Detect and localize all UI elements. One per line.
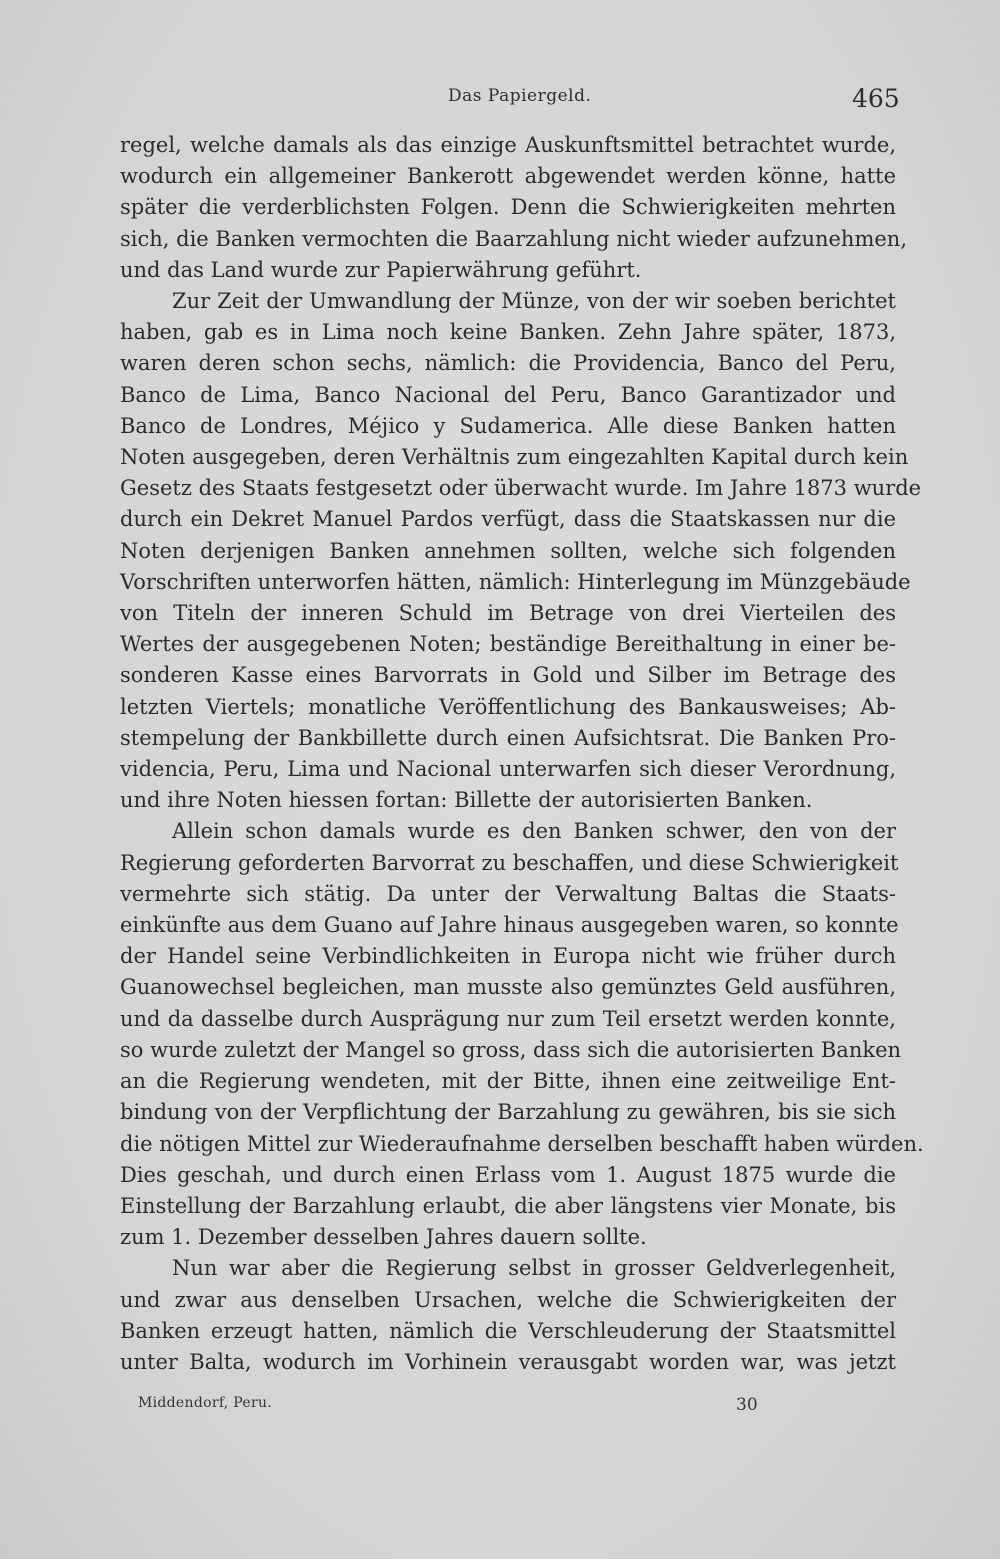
text-line: der Handel seine Verbindlichkeiten in Europa nicht wie früher durch (120, 944, 896, 969)
text-line: später die verderblichsten Folgen. Denn die Schwierigkeiten mehrten (120, 195, 896, 220)
text-line: videncia, Peru, Lima und Nacional unterwarfen sich dieser Verordnung, (120, 757, 896, 782)
text-line: und ihre Noten hiessen fortan: Billette der autorisierten Banken. (120, 788, 813, 813)
text-line: und das Land wurde zur Papierwährung geführt. (120, 257, 642, 282)
text-line: so wurde zuletzt der Mangel so gross, dass sich die autorisierten Banken (120, 1037, 902, 1062)
text-line: vermehrte sich stätig. Da unter der Verwaltung Baltas die Staats- (120, 881, 896, 906)
text-line: sonderen Kasse eines Barvorrats in Gold und Silber im Betrage des (120, 663, 896, 688)
text-line: die nötigen Mittel zur Wiederaufnahme derselben beschafft haben würden. (120, 1131, 924, 1156)
text-line: zum 1. Dezember desselben Jahres dauern sollte. (120, 1225, 647, 1250)
text-line: Vorschriften unterworfen hätten, nämlich: Hinterlegung im Münzgebäude (120, 569, 911, 594)
text-line: Banco de Lima, Banco Nacional del Peru, Banco Garantizador und (120, 382, 896, 407)
author-signature: Middendorf, Peru. (138, 1395, 273, 1411)
text-line: Einstellung der Barzahlung erlaubt, die aber längstens vier Monate, bis (120, 1193, 896, 1218)
text-line: an die Regierung wendeten, mit der Bitte, ihnen eine zeitweilige Ent- (120, 1069, 896, 1094)
text-line: Regierung geforderten Barvorrat zu beschaffen, und diese Schwierigkeit (120, 850, 899, 875)
text-line: einkünfte aus dem Guano auf Jahre hinaus ausgegeben waren, so konnte (120, 913, 899, 938)
text-line: durch ein Dekret Manuel Pardos verfügt, dass die Staatskassen nur die (120, 507, 896, 532)
text-line: Noten ausgegeben, deren Verhältnis zum eingezahlten Kapital durch kein (120, 445, 909, 470)
text-line: Banco de Londres, Méjico y Sudamerica. Alle diese Banken hatten (120, 413, 896, 438)
text-line: Guanowechsel begleichen, man musste also gemünztes Geld ausführen, (120, 975, 896, 1000)
text-line: Wertes der ausgegebenen Noten; beständige Bereithaltung in einer be- (120, 632, 896, 657)
text-line: regel, welche damals als das einzige Auskunftsmittel betrachtet wurde, (120, 133, 896, 157)
text-line: waren deren schon sechs, nämlich: die Providencia, Banco del Peru, (120, 351, 896, 376)
text-line: Banken erzeugt hatten, nämlich die Verschleuderung der Staatsmittel (120, 1318, 896, 1343)
text-line: und da dasselbe durch Ausprägung nur zum Teil ersetzt werden konnte, (120, 1006, 896, 1031)
text-line: Dies geschah, und durch einen Erlass vom 1. August 1875 wurde die (120, 1162, 896, 1187)
text-line: von Titeln der inneren Schuld im Betrage von drei Vierteilen des (120, 601, 896, 626)
running-title: Das Papiergeld. (448, 86, 592, 106)
body-text (120, 130, 924, 1378)
paragraph-start-line: Allein schon damals wurde es den Banken schwer, den von der (172, 819, 896, 844)
text-line: Gesetz des Staats festgesetzt oder überwacht wurde. Im Jahre 1873 wurde (120, 476, 922, 501)
text-line: wodurch ein allgemeiner Bankerott abgewendet werden könne, hatte (120, 164, 896, 189)
paragraph-start-line: Nun war aber die Regierung selbst in grosser Geldverlegenheit, (172, 1256, 896, 1281)
text-line: haben, gab es in Lima noch keine Banken. Zehn Jahre später, 1873, (120, 320, 896, 345)
text-line: und zwar aus denselben Ursachen, welche die Schwierigkeiten der (120, 1287, 896, 1312)
text-line: bindung von der Verpflichtung der Barzahlung zu gewähren, bis sie sich (120, 1100, 896, 1125)
text-line: unter Balta, wodurch im Vorhinein verausgabt worden war, was jetzt (120, 1349, 896, 1374)
text-line: letzten Viertels; monatliche Veröffentlichung des Bankausweises; Ab- (120, 694, 896, 719)
page-number: 465 (852, 84, 900, 113)
text-line: sich, die Banken vermochten die Baarzahlung nicht wieder aufzunehmen, (120, 226, 907, 251)
text-line: Noten derjenigen Banken annehmen sollten, welche sich folgenden (120, 538, 896, 563)
text-line: stempelung der Bankbillette durch einen Aufsichtsrat. Die Banken Pro- (120, 725, 896, 750)
sheet-signature: 30 (736, 1395, 758, 1415)
paragraph-start-line: Zur Zeit der Umwandlung der Münze, von der wir soeben berichtet (172, 289, 896, 314)
